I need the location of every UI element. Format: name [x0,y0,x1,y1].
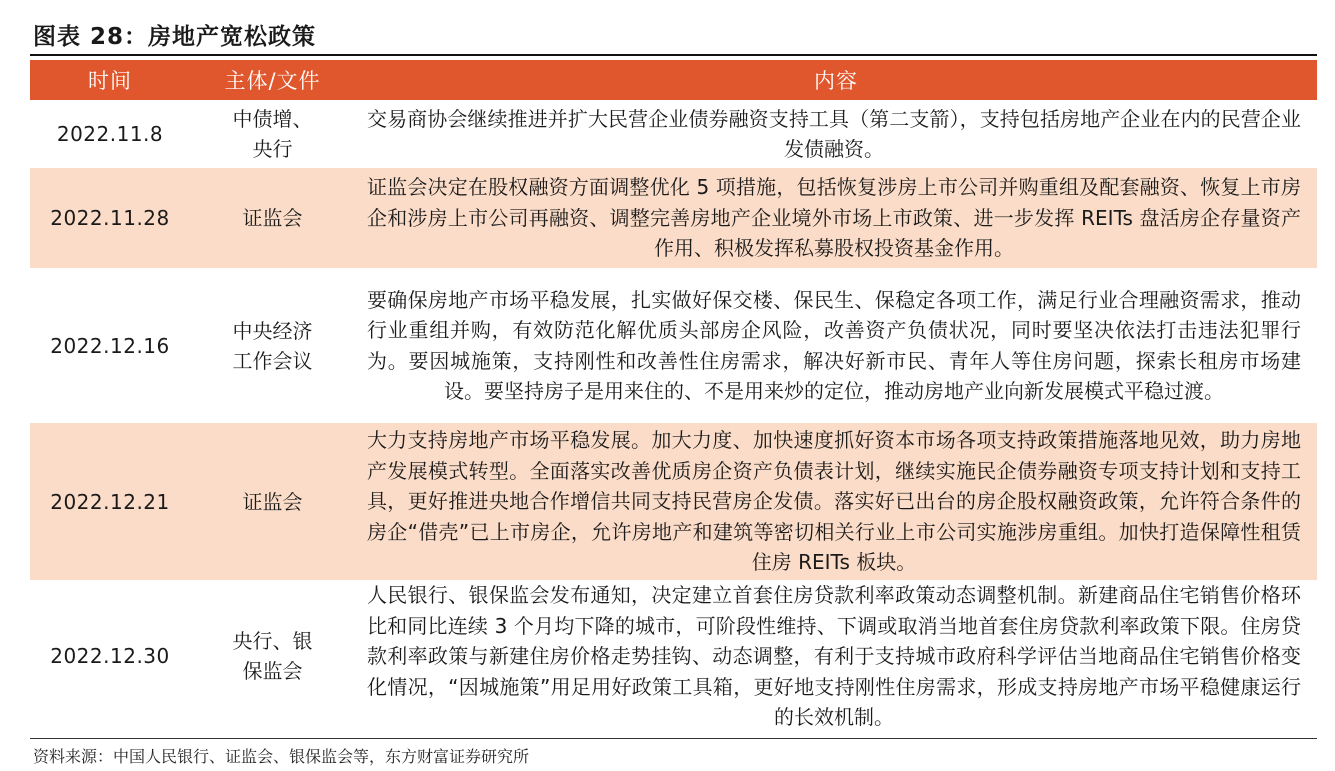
header-time: 时间 [30,60,190,100]
cell-org [190,580,355,733]
table-header-row [30,60,1317,100]
cell-content: 大力支持房地产市场平稳发展。加大力度、加快速度抓好资本市场各项支持政策措施落地见效，助力房地产发展模式转型。全面落实改善优质房企资产负债表计划，继续实施民企债券融资专项支持计划和支持工具，更好推进央地合作增信共同支持民营房企发债。落实好已出台的房企股权融资政策，允许符合条件的房企“借壳”已上市房企，允许房地产和建筑等密切相关行业上市公司实施涉房重组。加快打造保障性租赁住房 REITs 板块。 [355,423,1317,580]
cell-date: 2022.12.16 [50,333,170,358]
cell-date: 2022.11.8 [56,122,164,146]
table-row [30,168,1317,268]
org-text: 央行、银保监会 [232,629,313,684]
cell-date: 2022.11.28 [30,168,190,268]
policy-table [30,60,1317,733]
table-row [30,580,1317,733]
org-text: 中债增、央行 [232,107,313,161]
table-row [30,100,1317,168]
org-text: 中央经济工作会议 [232,318,313,373]
header-content: 内容 [355,60,1317,100]
cell-date: 2022.12.30 [50,644,170,669]
bottom-divider [30,738,1317,739]
cell-org [190,100,355,168]
cell-org [190,268,355,423]
header-entity: 主体/文件 [190,60,355,100]
cell-content: 交易商协会继续推进并扩大民营企业债券融资支持工具（第二支箭），支持包括房地产企业在内的民营企业发债融资。 [367,106,1301,161]
title-divider [30,54,1317,56]
cell-org: 证监会 [190,423,355,580]
cell-org: 证监会 [190,168,355,268]
table-row [30,423,1317,580]
cell-content: 证监会决定在股权融资方面调整优化 5 项措施，包括恢复涉房上市公司并购重组及配套融资、恢复上市房企和涉房上市公司再融资、调整完善房地产企业境外市场上市政策、进一步发挥 REITs 盘活房企存量资产作用、积极发挥私募股权投资基金作用。 [355,168,1317,268]
table-row [30,268,1317,423]
figure-title: 图表 28：房地产宽松政策 [33,24,317,50]
source-note: 资料来源：中国人民银行、证监会、银保监会等，东方财富证券研究所 [33,747,530,766]
cell-date: 2022.12.21 [30,423,190,580]
cell-content: 要确保房地产市场平稳发展，扎实做好保交楼、保民生、保稳定各项工作，满足行业合理融资需求，推动行业重组并购，有效防范化解优质头部房企风险，改善资产负债状况，同时要坚决依法打击违法犯罪行为。要因城施策，支持刚性和改善性住房需求，解决好新市民、青年人等住房问题，探索长租房市场建设。要坚持房子是用来住的、不是用来炒的定位，推动房地产业向新发展模式平稳过渡。 [367,287,1301,403]
cell-content: 人民银行、银保监会发布通知，决定建立首套住房贷款利率政策动态调整机制。新建商品住宅销售价格环比和同比连续 3 个月均下降的城市，可阶段性维持、下调或取消当地首套住房贷款利率政策下限。住房贷款利率政策与新建住房价格走势挂钩、动态调整，有利于支持城市政府科学评估当地商品住宅销售价格变化情况，“因城施策”用足用好政策工具箱，更好地支持刚性住房需求，形成支持房地产市场平稳健康运行的长效机制。 [367,583,1301,729]
